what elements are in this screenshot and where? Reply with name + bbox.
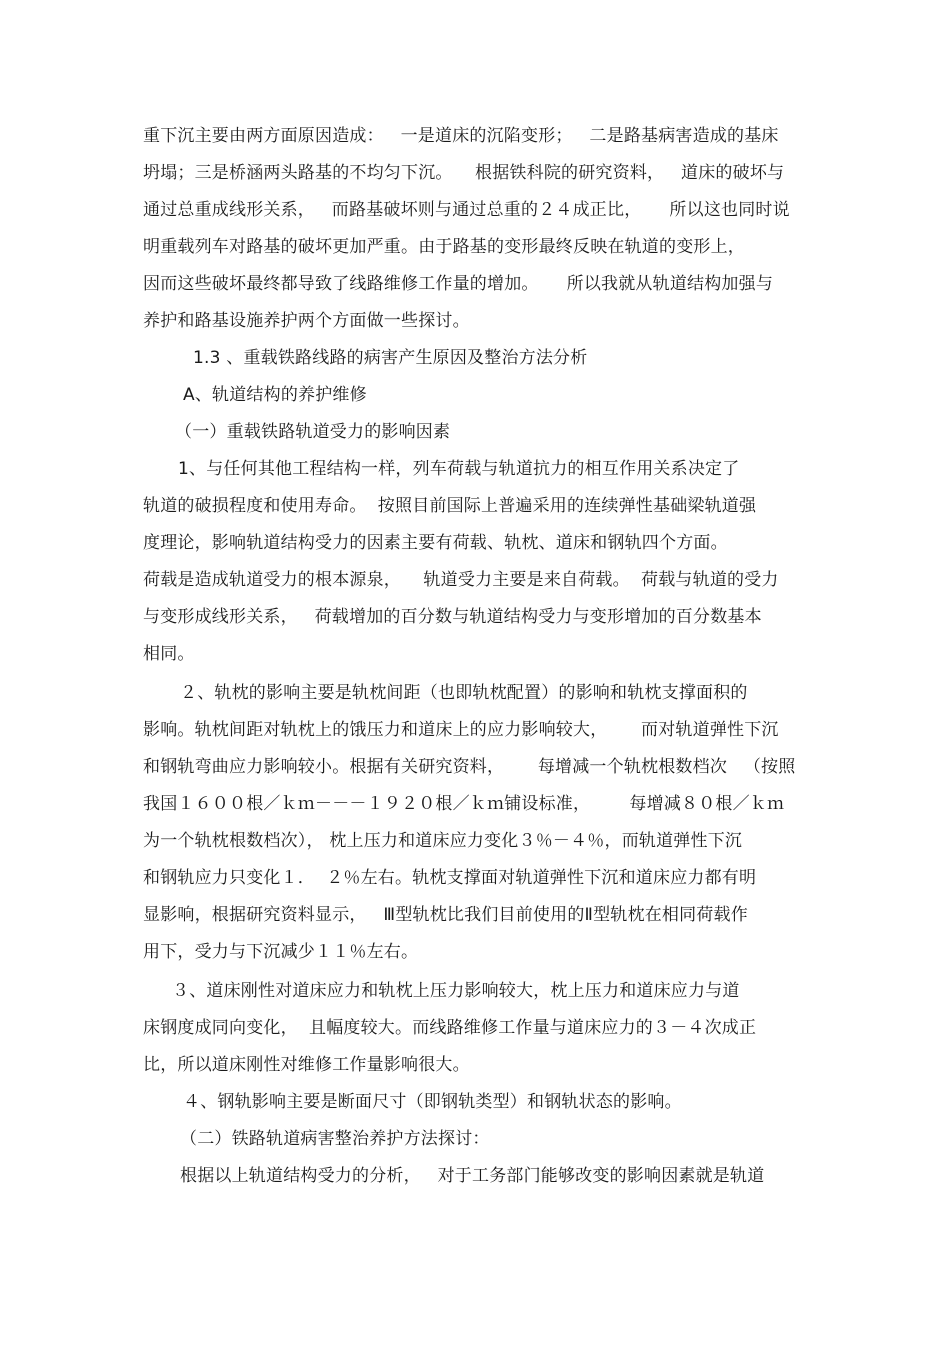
text-line: 影响。轨枕间距对轨枕上的饿压力和道床上的应力影响较大， 而对轨道弹性下沉 bbox=[143, 720, 779, 740]
text-line: ２、轨枕的影响主要是轨枕间距（也即轨枕配置）的影响和轨枕支撑面积的 bbox=[180, 683, 748, 703]
text-line: 荷载是造成轨道受力的根本源泉， 轨道受力主要是来自荷载。 荷载与轨道的受力 bbox=[143, 570, 779, 590]
text-line: 轨道的破损程度和使用寿命。 按照目前国际上普遍采用的连续弹性基础梁轨道强 bbox=[143, 496, 757, 516]
text-line: 坍塌；三是桥涵两头路基的不均匀下沉。 根据铁科院的研究资料， 道床的破坏与 bbox=[143, 163, 785, 183]
text-line: 和钢轨应力只变化１． ２％左右。轨枕支撑面对轨道弹性下沉和道床应力都有明 bbox=[143, 868, 757, 888]
text-line: 因而这些破坏最终都导致了线路维修工作量的增加。 所以我就从轨道结构加强与 bbox=[143, 274, 774, 294]
text-line: 和钢轨弯曲应力影响较小。根据有关研究资料， 每增减一个轨枕根数档次 （按照 bbox=[143, 757, 796, 777]
subsection-heading: （二）铁路轨道病害整治养护方法探讨： bbox=[180, 1129, 490, 1149]
text-line: 重下沉主要由两方面原因造成： 一是道床的沉陷变形； 二是路基病害造成的基床 bbox=[143, 126, 779, 146]
text-line: 相同。 bbox=[143, 644, 195, 664]
subsection-heading: （一）重载铁路轨道受力的影响因素 bbox=[175, 422, 451, 442]
text-line: 根据以上轨道结构受力的分析， 对于工务部门能够改变的影响因素就是轨道 bbox=[180, 1166, 765, 1186]
subsection-heading: A、轨道结构的养护维修 bbox=[183, 385, 367, 405]
text-line: 用下，受力与下沉减少１１％左右。 bbox=[143, 942, 419, 962]
text-line: 比，所以道床刚性对维修工作量影响很大。 bbox=[143, 1055, 470, 1075]
text-line: ３、道床刚性对道床应力和轨枕上压力影响较大，枕上压力和道床应力与道 bbox=[172, 981, 740, 1001]
text-line: 我国１６００根／ｋｍ－－－１９２０根／ｋｍ铺设标准， 每增减８０根／ｋｍ bbox=[143, 794, 785, 814]
text-line: 为一个轨枕根数档次）， 枕上压力和道床应力变化３％－４％，而轨道弹性下沉 bbox=[143, 831, 743, 851]
text-line: 显影响，根据研究资料显示， Ⅲ型轨枕比我们目前使用的Ⅱ型轨枕在相同荷载作 bbox=[143, 905, 748, 925]
section-heading: 1.3 、重载铁路线路的病害产生原因及整治方法分析 bbox=[193, 348, 588, 368]
text-line: ４、钢轨影响主要是断面尺寸（即钢轨类型）和钢轨状态的影响。 bbox=[183, 1092, 682, 1112]
text-line: 通过总重成线形关系， 而路基破坏则与通过总重的２４成正比， 所以这也同时说 bbox=[143, 200, 790, 220]
text-line: 养护和路基设施养护两个方面做一些探讨。 bbox=[143, 311, 470, 331]
text-line: 1、与任何其他工程结构一样，列车荷载与轨道抗力的相互作用关系决定了 bbox=[178, 459, 740, 479]
text-line: 与变形成线形关系， 荷载增加的百分数与轨道结构受力与变形增加的百分数基本 bbox=[143, 607, 762, 627]
text-line: 度理论，影响轨道结构受力的因素主要有荷载、轨枕、道床和钢轨四个方面。 bbox=[143, 533, 728, 553]
text-line: 床钢度成同向变化， 且幅度较大。而线路维修工作量与道床应力的３－４次成正 bbox=[143, 1018, 757, 1038]
text-line: 明重载列车对路基的破坏更加严重。由于路基的变形最终反映在轨道的变形上， bbox=[143, 237, 745, 257]
